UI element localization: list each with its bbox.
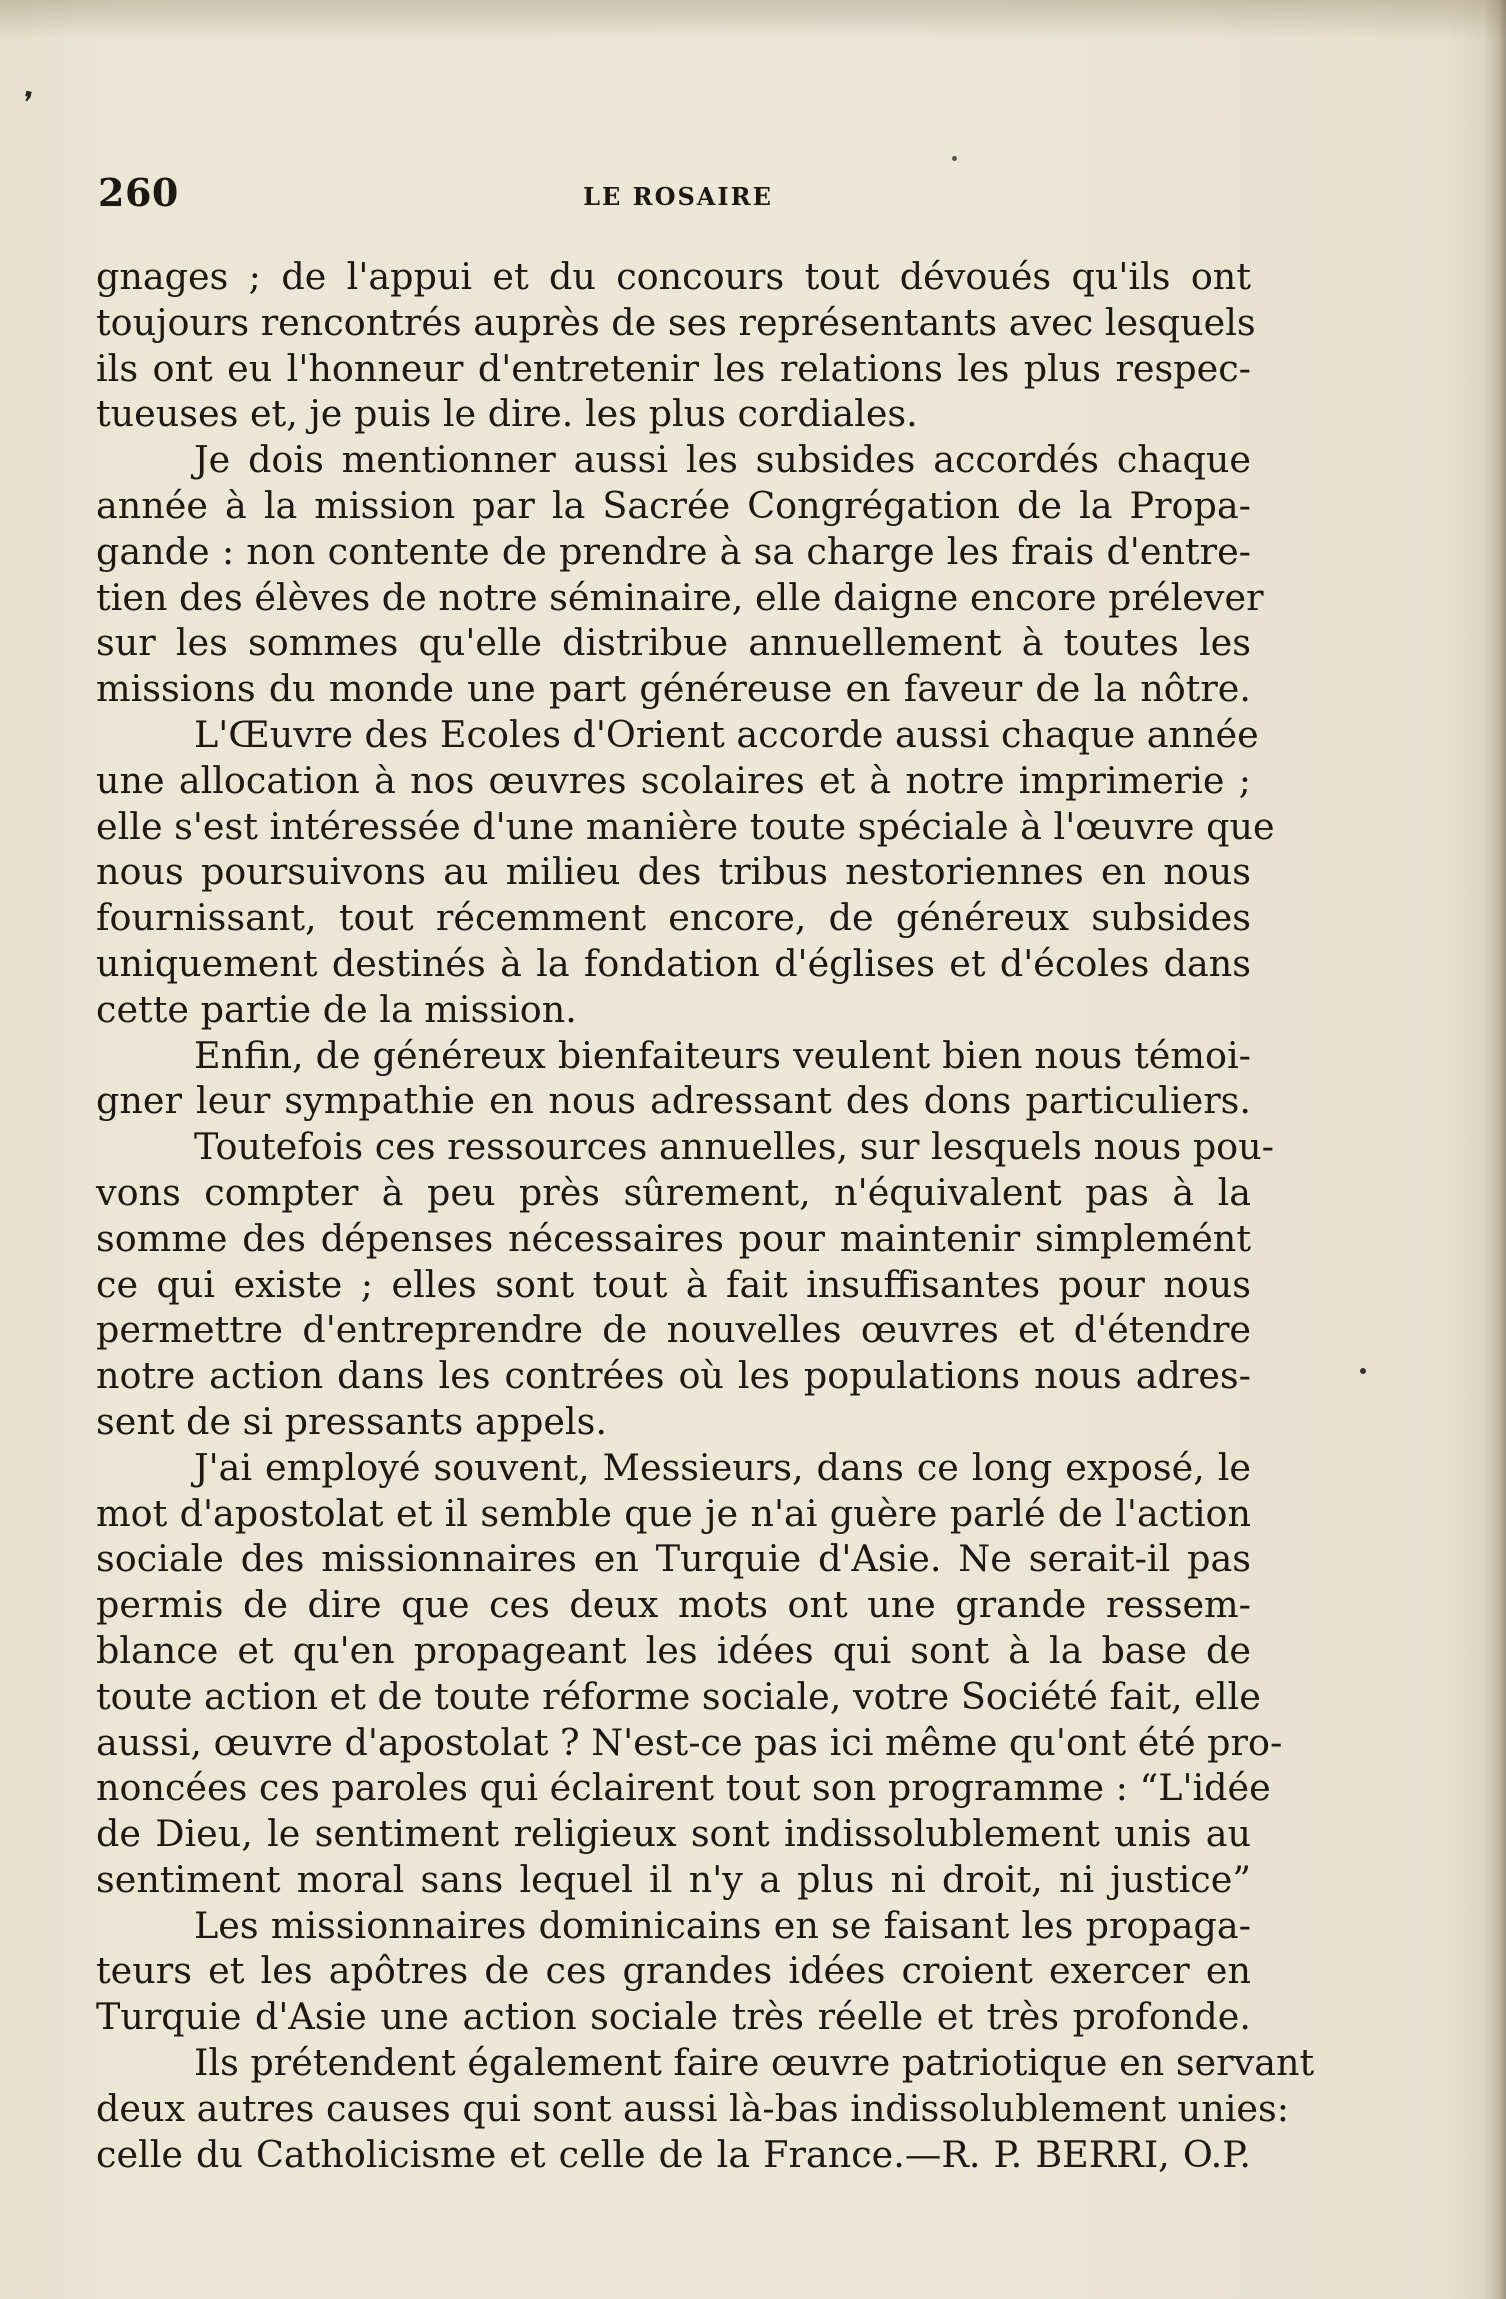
ink-speck (1360, 1368, 1366, 1374)
text-line: deux autres causes qui sont aussi là-bas indissolublement unies: (96, 2086, 1290, 2130)
text-line: Enfin, de généreux bienfaiteurs veulent bien nous témoi- (194, 1033, 1251, 1077)
text-line: toute action et de toute réforme sociale, votre Société fait, elle (96, 1674, 1261, 1718)
text-line: Ils prétendent également faire œuvre patriotique en servant (194, 2041, 1315, 2085)
text-line: celle du Catholicisme et celle de la France.—R. P. BERRI, O.P. (96, 2132, 1251, 2176)
text-line: toujours rencontrés auprès de ses représentants avec lesquels (96, 300, 1256, 344)
ink-speck (952, 156, 957, 161)
text-line: ils ont eu l'honneur d'entretenir les relations les plus respec- (96, 346, 1251, 390)
text-line: de Dieu, le sentiment religieux sont indissolublement unis au (96, 1812, 1251, 1856)
text-line: permis de dire que ces deux mots ont une grande ressem- (96, 1583, 1251, 1627)
text-line: sent de si pressants appels. (96, 1399, 607, 1443)
ink-mark: ❜ (18, 85, 36, 122)
text-line: Je dois mentionner aussi les subsides accordés chaque (194, 438, 1251, 482)
text-line: teurs et les apôtres de ces grandes idées croient exercer en (96, 1949, 1251, 1993)
text-line: tien des élèves de notre séminaire, elle daigne encore prélever (96, 575, 1264, 619)
text-line: Turquie d'Asie une action sociale très réelle et très profonde. (96, 1995, 1251, 2039)
text-line: mot d'apostolat et il semble que je n'ai guère parlé de l'action (96, 1491, 1251, 1535)
page-binding-edge (1484, 0, 1506, 2299)
text-line: somme des dépenses nécessaires pour maintenir simplemént (96, 1216, 1251, 1260)
text-line: sociale des missionnaires en Turquie d'Asie. Ne serait-il pas (96, 1537, 1251, 1581)
text-line: vons compter à peu près sûrement, n'équivalent pas à la (96, 1170, 1251, 1214)
text-line: permettre d'entreprendre de nouvelles œuvres et d'étendre (96, 1308, 1251, 1352)
text-line: J'ai employé souvent, Messieurs, dans ce long exposé, le (194, 1445, 1251, 1489)
text-line: sentiment moral sans lequel il n'y a plus ni droit, ni justice” (96, 1857, 1251, 1901)
text-line: uniquement destinés à la fondation d'églises et d'écoles dans (96, 941, 1251, 985)
text-line: sur les sommes qu'elle distribue annuellement à toutes les (96, 621, 1251, 665)
text-line: noncées ces paroles qui éclairent tout son programme : “L'idée (96, 1766, 1271, 1810)
text-line: gnages ; de l'appui et du concours tout dévoués qu'ils ont (96, 255, 1251, 298)
text-line: Les missionnaires dominicains en se faisant les propaga- (194, 1903, 1251, 1947)
text-line: blance et qu'en propageant les idées qui sont à la base de (96, 1628, 1251, 1672)
text-line: fournissant, tout récemment encore, de généreux subsides (96, 896, 1251, 940)
text-line: notre action dans les contrées où les populations nous adres- (96, 1354, 1251, 1398)
page-header (98, 170, 1258, 222)
text-line: tueuses et, je puis le dire. les plus cordiales. (96, 392, 918, 436)
page-number: 260 (98, 170, 179, 215)
page-top-shadow (0, 0, 1506, 40)
text-line: L'Œuvre des Ecoles d'Orient accorde aussi chaque année (194, 712, 1259, 756)
text-line: une allocation à nos œuvres scolaires et à notre imprimerie ; (96, 758, 1251, 802)
text-line: elle s'est intéressée d'une manière toute spéciale à l'œuvre que (96, 804, 1275, 848)
text-line: aussi, œuvre d'apostolat ? N'est-ce pas ici même qu'ont été pro- (96, 1720, 1283, 1764)
text-line: gner leur sympathie en nous adressant des dons particuliers. (96, 1079, 1251, 1123)
text-line: ce qui existe ; elles sont tout à fait insuffisantes pour nous (96, 1262, 1251, 1306)
text-line: cette partie de la mission. (96, 987, 577, 1031)
text-line: Toutefois ces ressources annuelles, sur lesquels nous pou- (194, 1125, 1274, 1169)
text-line: gande : non contente de prendre à sa charge les frais d'entre- (96, 529, 1251, 573)
text-line: missions du monde une part généreuse en faveur de la nôtre. (96, 667, 1251, 711)
text-line: nous poursuivons au milieu des tribus nestoriennes en nous (96, 850, 1251, 894)
body-text (96, 254, 1315, 2177)
running-title: LE ROSAIRE (583, 182, 773, 211)
text-line: année à la mission par la Sacrée Congrégation de la Propa- (96, 483, 1251, 527)
